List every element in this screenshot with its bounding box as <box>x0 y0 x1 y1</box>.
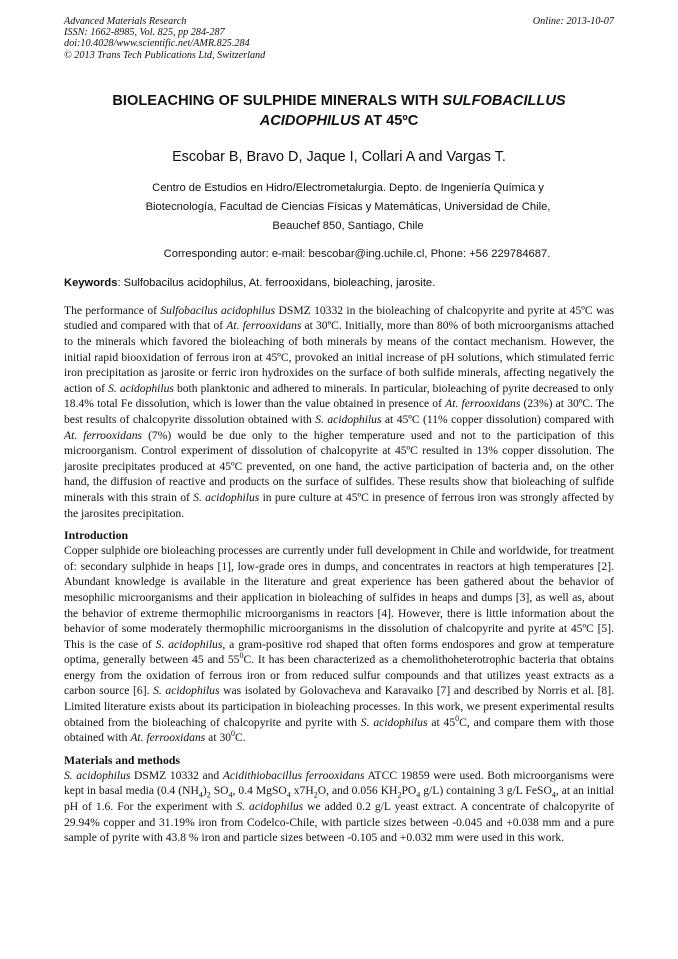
chemical-subscript: 2 <box>206 790 211 800</box>
abstract-text: (23%) at 30ºC. The best results of chalcopyrite dissolution obtained with <box>64 397 614 426</box>
degree-superscript: 0 <box>231 729 236 739</box>
body-text: C, and compare them with those obtained with <box>64 715 615 745</box>
methods-paragraph <box>64 768 614 846</box>
species-name: S. acidophilus <box>360 715 428 729</box>
body-text: O, and 0.056 KH <box>317 784 398 798</box>
body-text: , at an initial pH of 1.6. For the experiment with <box>64 784 614 814</box>
body-text: g/L) containing 3 g/L FeSO <box>420 784 552 798</box>
body-text: at 30 <box>205 731 232 745</box>
species-name: S. acidophilus <box>153 684 220 698</box>
chemical-subscript: 2 <box>397 790 402 800</box>
species-name: S. acidophilus <box>108 381 174 395</box>
species-name: S. acidophilus <box>155 637 223 651</box>
chemical-subscript: 4 <box>286 790 291 800</box>
affiliation-line-3: Beauchef 850, Santiago, Chile <box>272 219 424 232</box>
chemical-subscript: 4 <box>228 790 233 800</box>
body-text: Copper sulphide ore bioleaching processes are currently under full development in Chile and worldwide, for treatment of: secondary sulphide in heaps [1], low-grade ores in dumps, and concentrates in reactors at high temperatures [2]. Abundant knowledge is available in the literature and great experience has been gathered about the behavior of mesophilic microorganisms and their application in bioleaching of sulfides in heaps and dumps [3], as well as, about the behavior of extreme thermophilic microorganisms in reactors [4]. However, there is little information about the behavior of some moderately thermophilic microorganisms in the dissolution of chalcopyrite and pyrite at 45ºC [5]. This is the case of <box>64 544 614 651</box>
keywords-label: Keywords <box>64 276 118 289</box>
abstract-text: The performance of <box>64 303 161 317</box>
affiliation-line-2: Biotecnología, Facultad de Ciencias Físicas y Matemáticas, Universidad de Chile, <box>145 200 551 213</box>
species-name: At. ferrooxidans <box>226 319 302 333</box>
body-text: DSMZ 10332 and <box>130 768 223 782</box>
body-text: ) <box>202 784 207 798</box>
body-text: C. <box>235 731 246 745</box>
species-name: S. acidophilus <box>193 490 260 504</box>
keywords <box>64 277 614 289</box>
body-text: we added 0.2 g/L yeast extract. A concentrate of chalcopyrite of 29.94% copper and 31.19% iron from Codelco-Chile, with particle sizes between -0.045 and +0.038 mm and a pure sample of pyrite with 43.8 % iron and particle sizes between -0.105 and +0.032 mm were used in this work. <box>64 800 614 845</box>
title-part-1: BIOLEACHING OF SULPHIDE MINERALS WITH <box>112 92 443 109</box>
title-part-3: AT 45ºC <box>360 112 419 129</box>
corresponding-author: Corresponding autor: e-mail: bescobar@ing.uchile.cl, Phone: +56 229784687. <box>163 247 551 260</box>
species-name: At. ferrooxidans <box>445 397 521 411</box>
journal-copyright: © 2013 Trans Tech Publications Ltd, Switzerland <box>64 49 266 61</box>
journal-header <box>64 16 614 61</box>
abstract-text: both planktonic and adhered to minerals. In particular, bioleaching of pyrite decreased to only 18.4% total Fe dissolution, which is lower than the value obtained in presence of <box>64 381 614 411</box>
paper-title <box>74 91 604 131</box>
methods-heading: Materials and methods <box>64 752 180 767</box>
abstract-text: at 45ºC (11% copper dissolution) compared with <box>381 412 614 426</box>
species-name: S. acidophilus <box>315 412 382 426</box>
abstract-text: in pure culture at 45ºC in presence of ferrous iron was strongly affected by the jarosites precipitation. <box>64 490 614 520</box>
title-part-2: SULFOBACILLUS ACIDOPHILUS <box>259 92 566 129</box>
journal-doi: doi:10.4028/www.scientific.net/AMR.825.284 <box>64 38 250 50</box>
body-text: C. It has been characterized as a chemolithoheterotrophic bacteria that obtains energy from the oxidation of ferrous iron or from reduced sulfur compounds and that utilizes yeast extracts as a carbon source [6]. <box>64 653 614 698</box>
species-name: Sulfobacilus acidophilus <box>160 303 276 317</box>
introduction-paragraph <box>64 543 614 746</box>
abstract-text: at 30ºC. Initially, more than 80% of both microorganisms attached to the minerals which favored the bioleaching of both minerals by means of the contact mechanism. However, the initial rapid biooxidation of ferrous iron at 45ºC, provoked an initial increase of pH solutions, which stimulated ferric iron precipitation as jarosite or ferric iron hydroxides on the surface of both sulfide minerals, affecting negatively the action of <box>64 319 614 395</box>
affiliation <box>64 179 614 236</box>
body-text: was isolated by Golovacheva and Karavaiko [7] and described by Norris et al. [8]. Limited literature exists about its participation in bioleaching processes. In this work, we present experimental results obtained from the bioleaching of chalcopyrite and pyrite with <box>64 684 614 729</box>
keywords-text: : Sulfobacilus acidophilus, At. ferrooxidans, bioleaching, jarosite. <box>117 276 436 289</box>
journal-name: Advanced Materials Research <box>64 16 187 27</box>
species-name: S. acidophilus <box>64 768 131 782</box>
chemical-subscript: 4 <box>551 790 556 800</box>
degree-superscript: 0 <box>239 651 244 661</box>
degree-superscript: 0 <box>455 713 460 723</box>
body-text: x7H <box>290 784 314 798</box>
chemical-subscript: 2 <box>313 790 318 800</box>
journal-issn: ISSN: 1662-8985, Vol. 825, pp 284-287 <box>64 27 225 39</box>
species-name: S. acidophilus <box>236 800 304 814</box>
introduction-heading: Introduction <box>64 528 129 543</box>
online-date: Online: 2013-10-07 <box>532 16 614 27</box>
abstract-text: (7%) would be due only to the higher temperature used and not to the participation of this microorganism. Control experiment of dissolution of chalcopyrite at 45ºC resulted in 13% copper dissolution. The jarosite precipitates produced at 45ºC prevented, on one hand, the active participation of bacteria and, on the other hand, the diffusion of reactive and products on the surface of sulfides. These results show that bioleaching of sulfide minerals with this strain of <box>64 428 614 504</box>
body-text: ATCC 19859 were used. Both microorganisms were kept in basal media (0.4 (NH <box>64 768 615 798</box>
chemical-subscript: 4 <box>198 790 203 800</box>
abstract-text: DSMZ 10332 in the bioleaching of chalcopyrite and pyrite at 45ºC was studied and compared with that of <box>64 303 614 333</box>
body-text: PO <box>401 784 417 798</box>
species-name: At. ferrooxidans <box>64 428 143 442</box>
affiliation-line-1: Centro de Estudios en Hidro/Electrometalurgia. Depto. de Ingeniería Química y <box>152 181 544 194</box>
author-list: Escobar B, Bravo D, Jaque I, Collari A and Vargas T. <box>172 148 506 165</box>
body-text: SO <box>210 784 229 798</box>
body-text: , a gram-positive rod shaped that often forms endospores and grow at temperature optima, generally between 45 and 55 <box>64 637 614 667</box>
chemical-subscript: 4 <box>416 790 421 800</box>
body-text: , 0.4 MgSO <box>232 784 287 798</box>
species-name: At. ferrooxidans <box>130 731 206 745</box>
body-text: at 45 <box>427 715 456 729</box>
abstract <box>64 303 614 521</box>
species-name: Acidithiobacillus ferrooxidans <box>222 768 365 782</box>
